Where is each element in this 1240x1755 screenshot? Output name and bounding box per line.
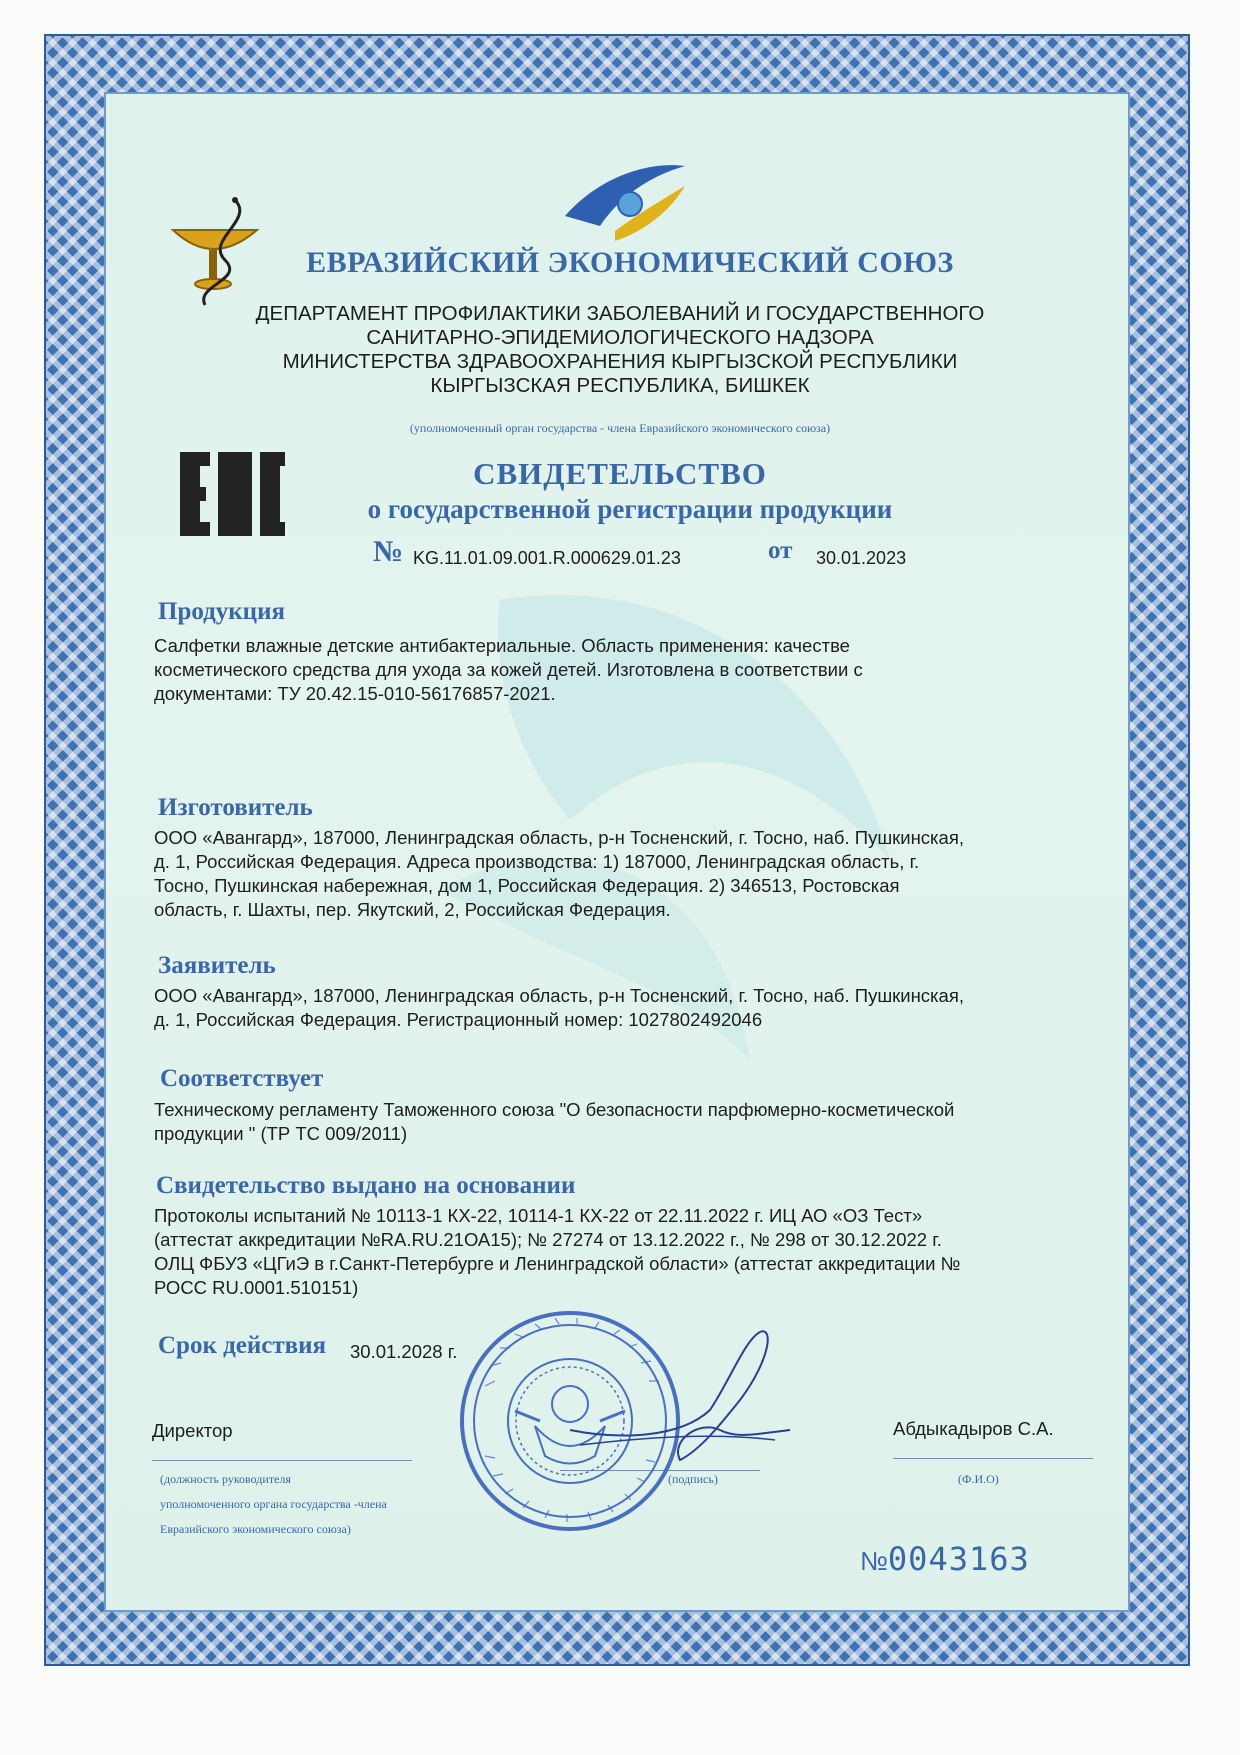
text-line: д. 1, Российская Федерация. Регистрационный номер: 1027802492046 [154, 1009, 763, 1030]
applicant-heading: Заявитель [158, 952, 276, 979]
signatory-position: Директор [152, 1420, 233, 1441]
certificate-title: СВИДЕТЕЛЬСТВО [473, 456, 767, 491]
signatory-name: Абдыкадыров С.А. [893, 1418, 1054, 1439]
department-line: ДЕПАРТАМЕНТ ПРОФИЛАКТИКИ ЗАБОЛЕВАНИЙ И ГОСУДАРСТВЕННОГО [255, 302, 985, 325]
text-line: ОЛЦ ФБУЗ «ЦГиЭ в г.Санкт-Петербурге и Ленинградской области» (аттестат аккредитации № [154, 1253, 961, 1274]
text-line: документами: ТУ 20.42.15-010-56176857-2021. [154, 683, 556, 704]
text-line: Тосно, Пушкинская набережная, дом 1, Российская Федерация. 2) 346513, Ростовская [154, 875, 900, 896]
position-caption: (должность руководителя [160, 1472, 291, 1486]
authority-note: (уполномоченный орган государства - члена Евразийского экономического союза) [409, 421, 831, 435]
validity-date: 30.01.2028 г. [350, 1341, 458, 1362]
basis-text [154, 1204, 1064, 1300]
eac-mark [180, 452, 285, 536]
handwritten-signature-icon [560, 1320, 800, 1480]
bowl-of-hygieia-icon [165, 190, 265, 310]
product-text [154, 634, 1064, 706]
eaeu-logo-icon [560, 156, 690, 246]
certificate-date: 30.01.2023 [816, 548, 907, 568]
text-line: косметического средства для ухода за кожей детей. Изготовлена в соответствии с [154, 659, 863, 680]
name-caption: (Ф.И.О) [958, 1472, 999, 1486]
position-caption: уполномоченного органа государства -члена [160, 1497, 387, 1511]
signature-caption: (подпись) [668, 1472, 718, 1486]
text-line: ООО «Авангард», 187000, Ленинградская область, р-н Тосненский, г. Тосно, наб. Пушкинская, [154, 985, 964, 1006]
conformity-heading: Соответствует [160, 1065, 324, 1092]
text-line: РОСС RU.0001.510151) [154, 1277, 359, 1298]
conformity-text [154, 1098, 1064, 1146]
text-line: ООО «Авангард», 187000, Ленинградская область, р-н Тосненский, г. Тосно, наб. Пушкинская, [154, 827, 964, 848]
serial-number [860, 1540, 1030, 1578]
text-line: область, г. Шахты, пер. Якутский, 2, Российская Федерация. [154, 899, 671, 920]
text-line: Техническому регламенту Таможенного союза "О безопасности парфюмерно-косметической [154, 1099, 955, 1120]
serial-value: 0043163 [887, 1540, 1030, 1578]
product-heading: Продукция [158, 598, 286, 625]
position-caption: Евразийского экономического союза) [160, 1522, 351, 1536]
department-line: САНИТАРНО-ЭПИДЕМИОЛОГИЧЕСКОГО НАДЗОРА [366, 326, 874, 349]
department-block [160, 302, 1080, 398]
name-line [893, 1458, 1093, 1459]
department-line: МИНИСТЕРСТВА ЗДРАВООХРАНЕНИЯ КЫРГЫЗСКОЙ РЕСПУБЛИКИ [282, 350, 958, 373]
serial-sign: № [860, 1546, 888, 1576]
manufacturer-heading: Изготовитель [158, 794, 313, 821]
manufacturer-text [154, 826, 1064, 922]
text-line: Протоколы испытаний № 10113-1 КХ-22, 10114-1 КХ-22 от 22.11.2022 г. ИЦ АО «ОЗ Тест» [154, 1205, 923, 1226]
basis-heading: Свидетельство выдано на основании [156, 1172, 576, 1199]
text-line: д. 1, Российская Федерация. Адреса производства: 1) 187000, Ленинградская область, г. [154, 851, 920, 872]
union-title: ЕВРАЗИЙСКИЙ ЭКОНОМИЧЕСКИЙ СОЮЗ [306, 246, 954, 279]
certificate-number: KG.11.01.09.001.R.000629.01.23 [413, 548, 681, 568]
position-line [152, 1460, 412, 1461]
applicant-text [154, 984, 1064, 1032]
department-line: КЫРГЫЗСКАЯ РЕСПУБЛИКА, БИШКЕК [430, 374, 810, 397]
number-sign: № [373, 535, 404, 568]
text-line: (аттестат аккредитации №RA.RU.21ОА15); № 27274 от 13.12.2022 г., № 298 от 30.12.2022 г. [154, 1229, 942, 1250]
text-line: продукции " (ТР ТС 009/2011) [154, 1123, 408, 1144]
validity-label: Срок действия [158, 1332, 327, 1359]
date-prefix: от [768, 537, 793, 564]
text-line: Салфетки влажные детские антибактериальные. Область применения: качестве [154, 635, 850, 656]
certificate-subtitle: о государственной регистрации продукции [367, 494, 893, 524]
